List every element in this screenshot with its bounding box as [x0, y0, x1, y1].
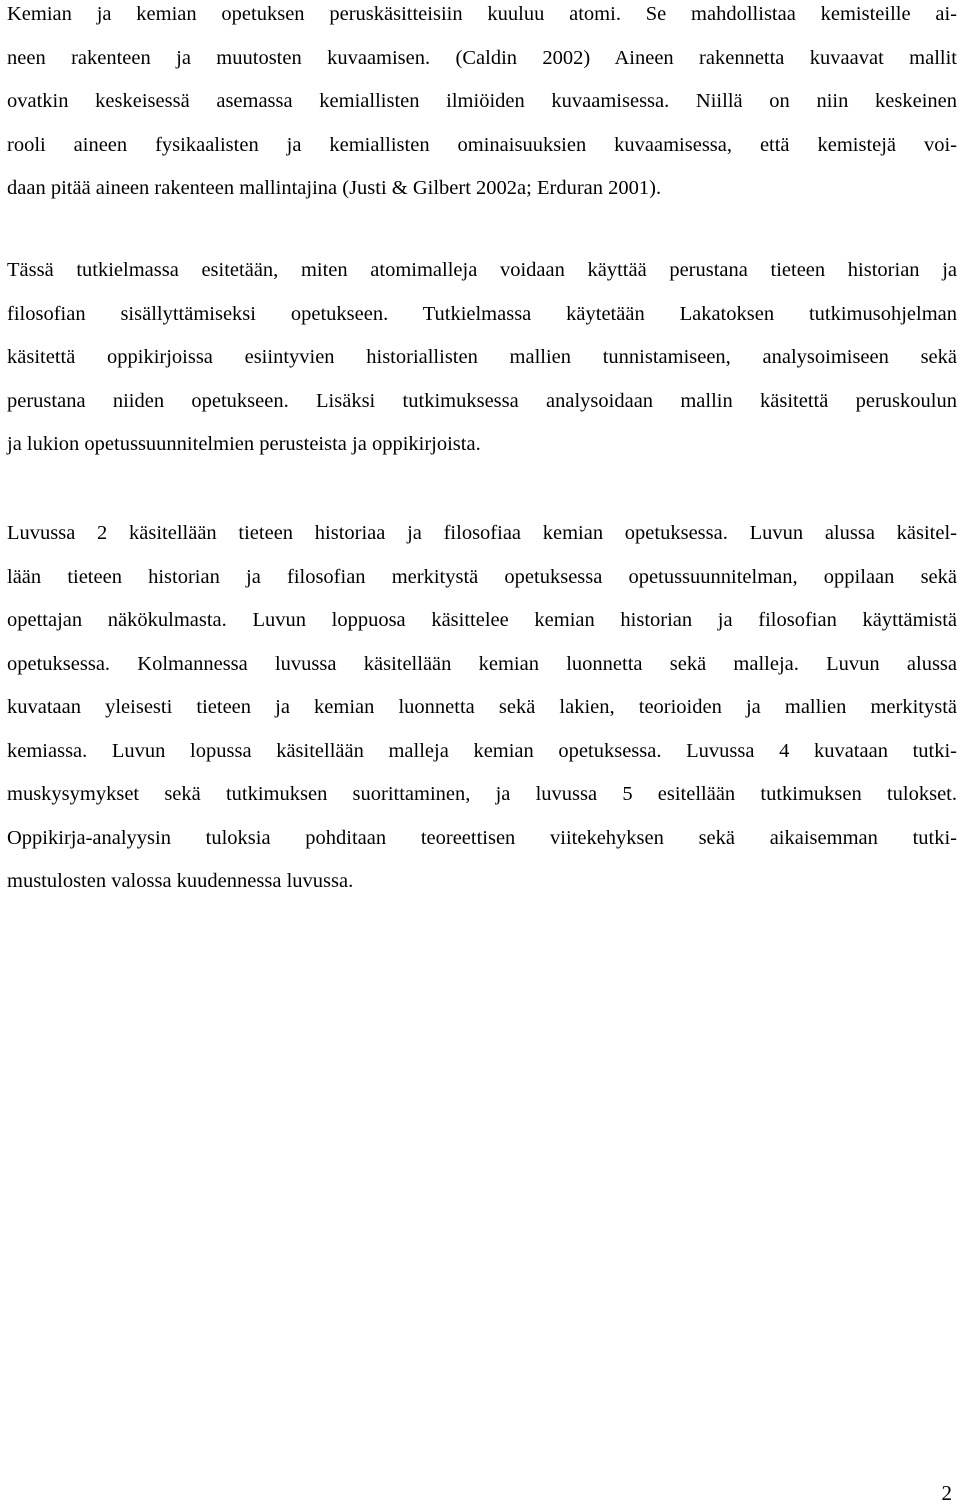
text-line: mustulosten valossa kuudennessa luvussa. — [7, 870, 354, 892]
text-line: perustana niiden opetukseen. Lisäksi tutkimuksessa analysoidaan mallin käsitettä peruskoulun — [7, 389, 957, 412]
paragraph-thesis-scope — [7, 249, 957, 467]
text-line: rooli aineen fysikaalisten ja kemiallisten ominaisuuksien kuvaamisessa, että kemistejä voi- — [7, 133, 957, 156]
text-line: filosofian sisällyttämiseksi opetukseen. Tutkielmassa käytetään Lakatoksen tutkimusohjelman — [7, 302, 957, 325]
text-line: lään tieteen historian ja filosofian merkitystä opetuksessa opetussuunnitelman, oppilaan sekä — [7, 565, 957, 588]
text-line: ovatkin keskeisessä asemassa kemiallisten ilmiöiden kuvaamisessa. Niillä on niin keskeinen — [7, 90, 957, 112]
text-line: neen rakenteen ja muutosten kuvaamisen. (Caldin 2002) Aineen rakennetta kuvaavat mallit — [7, 46, 957, 69]
paragraph-atom-models-intro — [7, 0, 957, 211]
text-line: opetuksessa. Kolmannessa luvussa käsitellään kemian luonnetta sekä malleja. Luvun alussa — [7, 652, 957, 675]
page-number: 2 — [941, 1481, 952, 1505]
text-line: kemiassa. Luvun lopussa käsitellään malleja kemian opetuksessa. Luvussa 4 kuvataan tutki- — [7, 739, 957, 762]
text-line: muskysymykset sekä tutkimuksen suorittaminen, ja luvussa 5 esitellään tutkimuksen tulokset. — [7, 783, 957, 805]
text-line: daan pitää aineen rakenteen mallintajina (Justi & Gilbert 2002a; Erduran 2001). — [7, 177, 662, 199]
text-line: opettajan näkökulmasta. Luvun loppuosa käsittelee kemian historian ja filosofian käyttämistä — [7, 609, 957, 631]
paragraph-chapter-overview — [7, 512, 957, 904]
text-line: Kemian ja kemian opetuksen peruskäsitteisiin kuuluu atomi. Se mahdollistaa kemisteille ai- — [7, 3, 957, 25]
text-line: Oppikirja-analyysin tuloksia pohditaan teoreettisen viitekehyksen sekä aikaisemman tutki- — [7, 826, 957, 849]
text-line: ja lukion opetussuunnitelmien perusteista ja oppikirjoista. — [7, 433, 481, 455]
text-line: käsitettä oppikirjoissa esiintyvien historiallisten mallien tunnistamiseen, analysoimiseen sekä — [7, 346, 957, 368]
text-line: kuvataan yleisesti tieteen ja kemian luonnetta sekä lakien, teorioiden ja mallien merkitystä — [7, 696, 957, 718]
text-line: Luvussa 2 käsitellään tieteen historiaa ja filosofiaa kemian opetuksessa. Luvun alussa käsitel- — [7, 522, 957, 544]
text-line: Tässä tutkielmassa esitetään, miten atomimalleja voidaan käyttää perustana tieteen historian ja — [7, 259, 957, 281]
